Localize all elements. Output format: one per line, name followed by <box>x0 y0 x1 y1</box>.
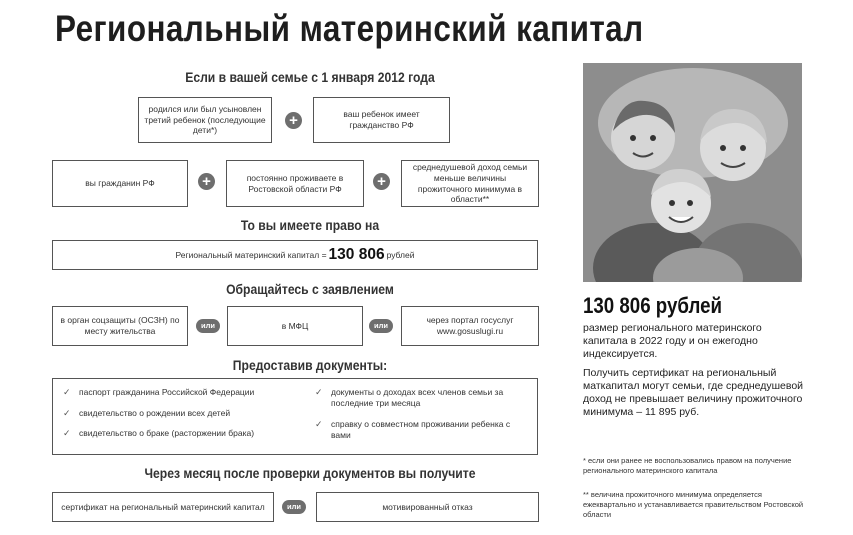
capital-unit: рублей <box>386 249 415 260</box>
document-item: ✓ свидетельство о браке (расторжении брака) <box>63 428 255 439</box>
document-item: ✓ свидетельство о рождении всех детей <box>63 407 231 418</box>
capital-label: Региональный материнский капитал = <box>175 249 327 260</box>
certificate-text: сертификат на региональный материнский капитал <box>61 501 265 512</box>
page-title: Региональный материнский капитал <box>55 8 644 49</box>
right-heading: То вы имеете право на <box>240 218 380 233</box>
child-eye <box>650 135 656 141</box>
capital-amount: 130 806 <box>328 246 385 264</box>
apply-heading: Обращайтесь с заявлением <box>226 282 394 297</box>
third-child-box <box>138 97 272 143</box>
income-box <box>401 160 539 207</box>
resident-box <box>226 160 364 207</box>
check-icon: ✓ <box>63 407 71 418</box>
mfc-text: в МФЦ <box>281 320 309 331</box>
result-heading: Через месяц после проверки документов вы получите <box>144 466 476 481</box>
or-badge: или <box>282 500 306 514</box>
certificate-box <box>52 492 274 522</box>
child-eye <box>630 135 636 141</box>
rf-citizen-box <box>52 160 188 207</box>
footnote-1: * если они ранее не воспользовались правом на получение регионального материнского капитала <box>583 456 792 475</box>
refusal-box <box>316 492 539 522</box>
sidebar-eligibility: Получить сертификат на региональный маткапитал могут семьи, где среднедушевой доход не превышает величину прожиточного минимума – 11 895 руб. <box>583 367 804 419</box>
or-badge: или <box>196 319 220 333</box>
child-eye <box>687 200 693 206</box>
child-citizenship-box <box>313 97 450 143</box>
child-eye <box>720 145 726 151</box>
portal-box <box>401 306 539 346</box>
check-icon: ✓ <box>315 387 323 397</box>
child-eye <box>740 145 746 151</box>
sidebar-amount: 130 806 рублей <box>583 293 722 318</box>
mfc-box <box>227 306 363 346</box>
plus-icon: + <box>373 173 390 190</box>
footnote-2: ** величина прожиточного минимума определяется ежеквартально и устанавливается правительством Ростовской области <box>583 490 804 519</box>
or-badge: или <box>369 319 393 333</box>
third-child-text: родился или был усыновлен третий ребенок (последующие дети*) <box>144 104 266 136</box>
oszn-box <box>52 306 188 346</box>
sidebar-description: размер регионального материнского капитала в 2022 году и он ежегодно индексируется. <box>583 322 762 361</box>
document-item: ✓ справку о совместном проживании ребенка с вами <box>315 419 511 441</box>
children-photo <box>583 63 802 282</box>
conditions-heading: Если в вашей семье с 1 января 2012 года <box>185 70 435 85</box>
documents-box <box>52 378 538 455</box>
check-icon: ✓ <box>63 428 71 439</box>
rf-citizen-text: вы гражданин РФ <box>85 178 155 189</box>
income-text: среднедушевой доход семьи меньше величины прожиточного минимума в области** <box>412 162 528 205</box>
resident-text: постоянно проживаете в Ростовской области РФ <box>246 172 344 194</box>
portal-text: через портал госуслуг www.gosuslugi.ru <box>426 315 514 336</box>
child-eye <box>669 200 675 206</box>
check-icon: ✓ <box>63 387 71 397</box>
documents-heading: Предоставив документы: <box>232 358 388 373</box>
capital-amount-box <box>52 240 538 270</box>
document-item: ✓ документы о доходах всех членов семьи за последние три месяца <box>315 387 504 409</box>
plus-icon: + <box>285 112 302 129</box>
refusal-text: мотивированный отказ <box>382 501 473 512</box>
oszn-text: в орган соцзащиты (ОСЗН) по месту жительства <box>60 315 180 336</box>
check-icon: ✓ <box>315 419 323 430</box>
plus-icon: + <box>198 173 215 190</box>
child-citizenship-text: ваш ребенок имеет гражданство РФ <box>343 109 420 130</box>
children-illustration <box>583 63 802 282</box>
document-item: ✓ паспорт гражданина Российской Федерации <box>63 387 255 397</box>
